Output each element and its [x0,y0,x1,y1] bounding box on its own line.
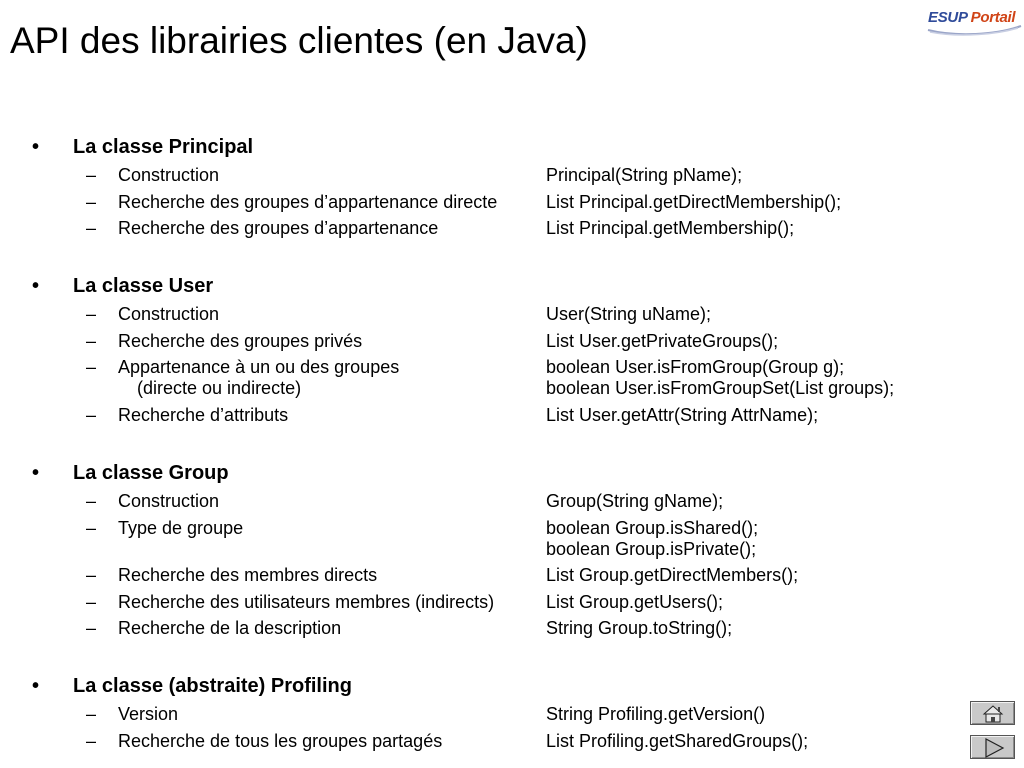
list-item [0,518,1024,560]
item-signature: Principal(String pName); [546,165,743,185]
item-description: Recherche des groupes privés [118,331,363,351]
dash-marker: – [86,304,97,324]
item-signature: User(String uName); [546,304,712,324]
item-description: Recherche des groupes d’appartenance [118,218,439,238]
dash-marker: – [86,218,97,238]
play-next-icon [971,736,1016,760]
item-description: Recherche d’attributs [118,405,289,425]
item-description: Construction [118,304,220,324]
item-signature: Group(String gName); [546,491,724,511]
item-signature: String Profiling.getVersion() [546,704,766,724]
bullet-icon: • [32,275,40,297]
section-heading-text: La classe (abstraite) Profiling [73,675,352,697]
dash-marker: – [86,518,97,538]
item-signature: List Principal.getDirectMembership(); [546,192,842,212]
item-description: Recherche de la description [118,618,342,638]
section-heading-text: La classe Group [73,462,229,484]
list-item [0,357,1024,399]
item-description: Type de groupe [118,518,244,538]
item-description: Recherche des groupes d’appartenance directe [118,192,498,212]
item-description: Recherche de tous les groupes partagés [118,731,443,751]
dash-marker: – [86,731,97,751]
item-description-continued: (directe ou indirecte) [137,378,302,398]
dash-marker: – [86,565,97,585]
section-heading-text: La classe User [73,275,214,297]
dash-marker: – [86,704,97,724]
bullet-icon: • [32,675,40,697]
item-signature: boolean Group.isShared(); [546,518,759,538]
section-heading-text: La classe Principal [73,136,254,158]
dash-marker: – [86,405,97,425]
dash-marker: – [86,357,97,377]
dash-marker: – [86,491,97,511]
logo-portail-text: Portail [970,9,1016,26]
slide-title: API des librairies clientes (en Java) [10,20,588,61]
dash-marker: – [86,331,97,351]
dash-marker: – [86,192,97,212]
item-signature: List Profiling.getSharedGroups(); [546,731,809,751]
item-signature: List User.getPrivateGroups(); [546,331,779,351]
item-description: Construction [118,165,220,185]
dash-marker: – [86,165,97,185]
item-description: Recherche des membres directs [118,565,378,585]
item-signature: List Group.getDirectMembers(); [546,565,799,585]
bullet-icon: • [32,462,40,484]
next-slide-button[interactable] [970,735,1015,759]
item-signature-continued: boolean Group.isPrivate(); [546,539,757,559]
bullet-icon: • [32,136,40,158]
item-description: Recherche des utilisateurs membres (indirects) [118,592,495,612]
item-signature: String Group.toString(); [546,618,733,638]
dash-marker: – [86,592,97,612]
dash-marker: – [86,618,97,638]
item-signature: List User.getAttr(String AttrName); [546,405,819,425]
item-signature: List Group.getUsers(); [546,592,724,612]
home-button[interactable] [970,701,1015,725]
item-description: Version [118,704,179,724]
item-signature: List Principal.getMembership(); [546,218,795,238]
home-icon [971,702,1016,726]
item-signature: boolean User.isFromGroup(Group g); [546,357,845,377]
item-description: Construction [118,491,220,511]
item-description: Appartenance à un ou des groupes [118,357,400,377]
logo-esup-text: ESUP [928,9,968,26]
item-signature-continued: boolean User.isFromGroupSet(List groups); [546,378,895,398]
